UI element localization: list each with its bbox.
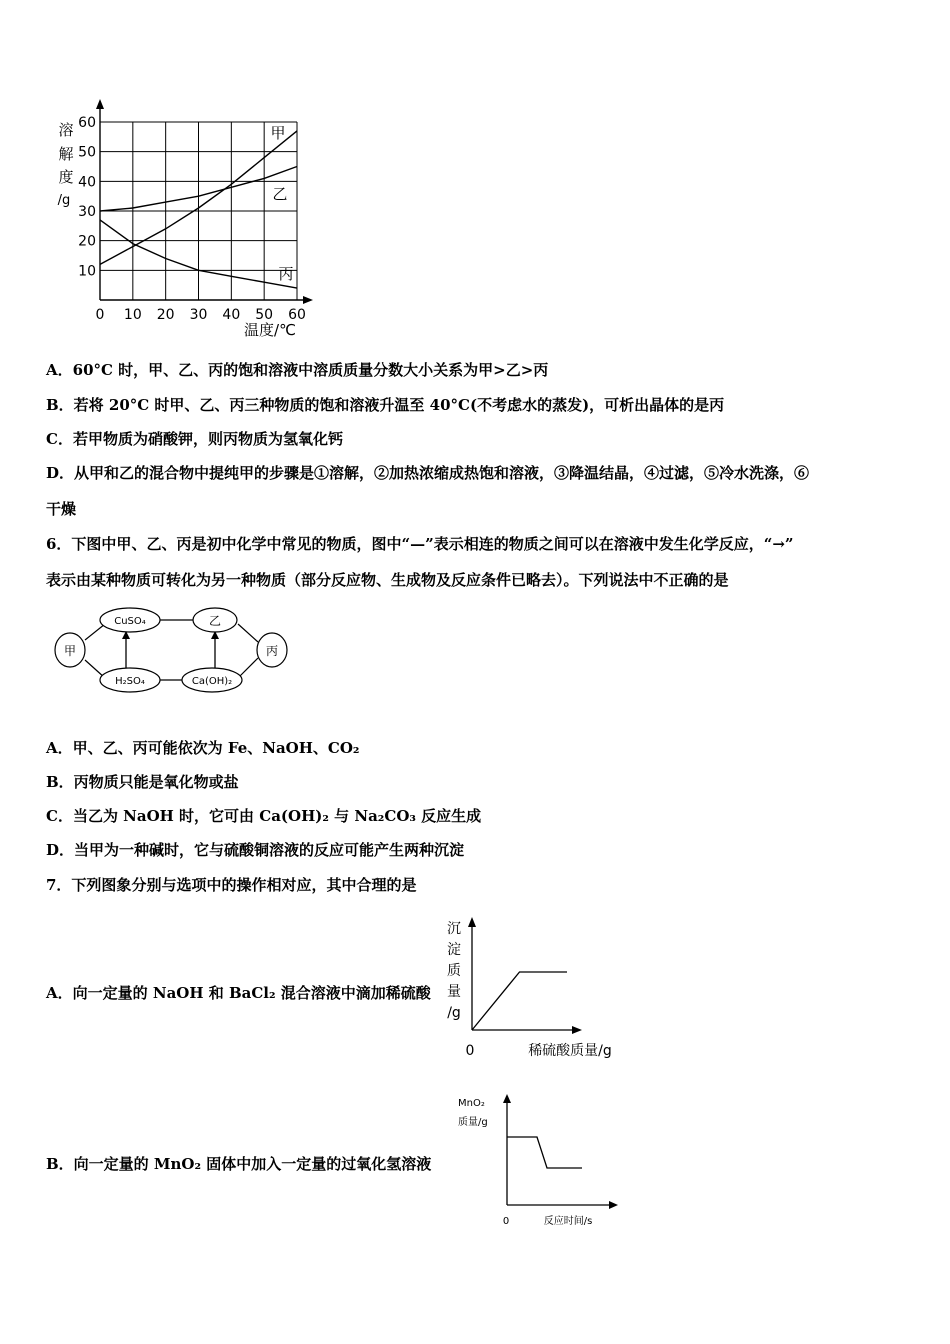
node-caoh2-label: Ca(OH)₂ bbox=[191, 676, 233, 687]
series-label-2: 乙 bbox=[272, 185, 288, 203]
y-axis-label-char: 度 bbox=[58, 168, 74, 186]
q5-option-c: C．若甲物质为硝酸钾，则丙物质为氢氧化钙 bbox=[46, 430, 343, 448]
q6-option-a: A．甲、乙、丙可能依次为 Fe、NaOH、CO₂ bbox=[46, 739, 360, 757]
q6-option-b: B．丙物质只能是氧化物或盐 bbox=[46, 773, 239, 791]
q7-option-a: A．向一定量的 NaOH 和 BaCl₂ 混合溶液中滴加稀硫酸 bbox=[46, 984, 431, 1002]
node-yi-label: 乙 bbox=[208, 614, 222, 628]
reaction-diagram bbox=[50, 600, 300, 700]
chart-b-xlabel: 反应时间/s bbox=[543, 1216, 593, 1227]
q7-option-b: B．向一定量的 MnO₂ 固体中加入一定量的过氧化氢溶液 bbox=[46, 1155, 432, 1173]
chart-b-ylabel-2: 质量/g bbox=[458, 1117, 488, 1128]
x-tick-label: 50 bbox=[255, 307, 274, 323]
chart-b-origin: 0 bbox=[502, 1216, 510, 1227]
q6-option-d: D．当甲为一种碱时，它与硫酸铜溶液的反应可能产生两种沉淀 bbox=[46, 841, 465, 859]
chart-b-ylabel-1: MnO₂ bbox=[458, 1098, 485, 1109]
q6-option-c: C．当乙为 NaOH 时，它可由 Ca(OH)₂ 与 Na₂CO₃ 反应生成 bbox=[46, 807, 482, 825]
y-tick-label: 40 bbox=[78, 174, 96, 191]
chart-a-origin: 0 bbox=[465, 1043, 475, 1059]
q5-option-b: B．若将 20°C 时甲、乙、丙三种物质的饱和溶液升温至 40°C(不考虑水的蒸发)，可析出晶体的是丙 bbox=[46, 396, 725, 414]
y-tick-label: 50 bbox=[78, 144, 96, 161]
y-tick-label: 10 bbox=[78, 263, 96, 280]
y-tick-label: 20 bbox=[78, 233, 96, 250]
chart-a-series bbox=[472, 972, 567, 1030]
x-tick-label: 60 bbox=[288, 307, 306, 323]
node-jia-label: 甲 bbox=[63, 644, 77, 658]
y-tick-label: 30 bbox=[78, 204, 96, 220]
series-label-1: 甲 bbox=[270, 124, 286, 142]
y-axis-label-char: /g bbox=[57, 193, 71, 208]
y-axis-arrow bbox=[96, 99, 104, 109]
chart-a bbox=[440, 912, 640, 1062]
x-tick-label: 0 bbox=[95, 307, 105, 323]
y-axis-label-char: 解 bbox=[58, 145, 74, 163]
x-tick-label: 30 bbox=[189, 307, 208, 323]
chart-a-ylabel-4: 量 bbox=[447, 984, 461, 1000]
x-tick-label: 20 bbox=[156, 307, 175, 323]
series-label-3: 丙 bbox=[278, 265, 294, 283]
y-axis-label-char: 溶 bbox=[58, 121, 74, 139]
node-cuso4-label: CuSO₄ bbox=[114, 616, 146, 627]
chart-a-ylabel-2: 淀 bbox=[447, 942, 461, 958]
x-axis-arrow bbox=[303, 296, 313, 304]
chart-a-ylabel-1: 沉 bbox=[447, 921, 461, 937]
q5-option-d-cont: 干燥 bbox=[46, 500, 77, 518]
q6-stem-2: 表示由某种物质可转化为另一种物质（部分反应物、生成物及反应条件已略去）。下列说法中不正确的是 bbox=[46, 571, 729, 589]
chart-b-series bbox=[507, 1137, 582, 1168]
chart-grid bbox=[100, 122, 297, 300]
solubility-chart bbox=[40, 95, 330, 345]
x-tick-label: 40 bbox=[222, 307, 241, 323]
y-tick-label: 60 bbox=[78, 115, 96, 131]
q7-stem: 7．下列图象分别与选项中的操作相对应，其中合理的是 bbox=[46, 876, 417, 894]
x-tick-label: 10 bbox=[123, 307, 142, 323]
x-axis-label: 温度/℃ bbox=[244, 321, 296, 339]
node-bing-label: 丙 bbox=[265, 644, 279, 658]
node-h2so4-label: H₂SO₄ bbox=[115, 676, 145, 687]
chart-a-xlabel: 稀硫酸质量/g bbox=[528, 1043, 612, 1059]
q6-stem-1: 6．下图中甲、乙、丙是初中化学中常见的物质，图中“—”表示相连的物质之间可以在溶液中发生化学反应，“→” bbox=[46, 535, 794, 553]
q5-option-d: D．从甲和乙的混合物中提纯甲的步骤是①溶解，②加热浓缩成热饱和溶液，③降温结晶，④过滤，⑤冷水洗涤，⑥ bbox=[46, 464, 810, 482]
chart-a-ylabel bbox=[447, 921, 461, 1021]
chart-b bbox=[450, 1088, 630, 1233]
chart-a-ylabel-5: /g bbox=[447, 1005, 461, 1021]
chart-a-ylabel-3: 质 bbox=[447, 963, 461, 979]
chart-labels bbox=[58, 115, 306, 339]
q5-option-a: A．60°C 时，甲、乙、丙的饱和溶液中溶质质量分数大小关系为甲>乙>丙 bbox=[46, 361, 549, 379]
